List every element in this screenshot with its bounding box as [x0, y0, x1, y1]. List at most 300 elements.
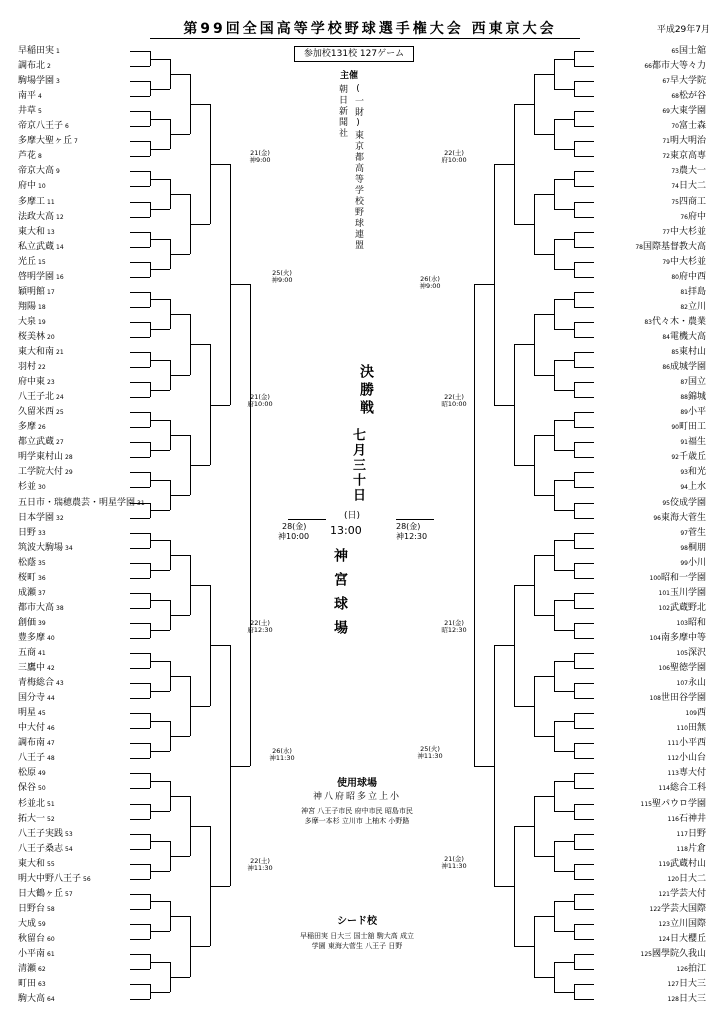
left-bracket-h	[210, 645, 230, 646]
right-bracket-h	[574, 788, 594, 789]
left-team: 多摩工 11	[18, 196, 55, 207]
left-team: 東大和南 21	[18, 347, 64, 357]
right-team: 65国士舘	[671, 46, 706, 56]
right-bracket-h	[574, 999, 594, 1000]
right-team: 93和光	[680, 467, 706, 478]
right-bracket-v	[574, 472, 575, 487]
left-team: 多摩 26	[18, 422, 46, 433]
left-bracket-h	[150, 962, 170, 963]
right-team: 121学芸大付	[658, 888, 706, 899]
left-bracket-h	[130, 533, 150, 534]
right-bracket-h	[514, 465, 534, 466]
venues-header: 使用球場	[337, 778, 377, 789]
right-bracket-h	[514, 344, 534, 345]
right-bracket-h	[554, 600, 574, 601]
right-bracket-h	[554, 570, 574, 571]
right-bracket-h	[554, 480, 574, 481]
left-team: 府中東 23	[18, 377, 55, 388]
left-bracket-h	[230, 766, 250, 767]
right-bracket-h	[574, 728, 594, 729]
right-bracket-v	[554, 480, 555, 510]
left-bracket-h	[150, 781, 170, 782]
right-bracket-h	[534, 676, 554, 677]
right-team: 74日大二	[671, 181, 706, 192]
left-bracket-h	[130, 999, 150, 1000]
right-bracket-v	[554, 360, 555, 390]
left-bracket-h	[130, 638, 150, 639]
left-bracket-h	[170, 977, 190, 978]
right-bracket-h	[574, 518, 594, 519]
right-team: 112小山台	[667, 753, 706, 764]
right-team: 89小平	[680, 407, 706, 418]
left-bracket-h	[190, 224, 210, 225]
left-bracket-h	[130, 457, 150, 458]
right-bracket-h	[574, 773, 594, 774]
right-bracket-v	[554, 841, 555, 871]
right-bracket-h	[574, 217, 594, 218]
right-bracket-h	[574, 232, 594, 233]
right-bracket-v	[574, 202, 575, 217]
right-team: 99小川	[680, 557, 706, 568]
right-team: 92千歳丘	[671, 452, 706, 463]
left-bracket-h	[130, 849, 150, 850]
left-bracket-h	[170, 676, 190, 677]
left-team: 光丘 15	[18, 256, 46, 267]
left-bracket-h	[150, 360, 170, 361]
left-team: 南平 4	[18, 91, 42, 102]
left-bracket-h	[150, 691, 170, 692]
right-bracket-v	[574, 232, 575, 247]
right-bracket-h	[574, 954, 594, 955]
right-bracket-v	[554, 420, 555, 450]
left-bracket-h	[170, 194, 190, 195]
right-bracket-h	[574, 171, 594, 172]
right-team: 125國學院久我山	[640, 949, 706, 959]
right-bracket-h	[554, 691, 574, 692]
right-bracket-h	[574, 247, 594, 248]
right-r5b: 25(火) 神11:30	[417, 745, 443, 760]
right-r4d: 21(金) 神11:30	[441, 855, 467, 870]
right-bracket-h	[574, 427, 594, 428]
right-bracket-h	[574, 66, 594, 67]
right-bracket-h	[574, 969, 594, 970]
right-team: 127日大三	[667, 979, 706, 990]
right-bracket-h	[574, 277, 594, 278]
right-team: 128日大三	[667, 994, 706, 1005]
right-bracket-v	[554, 661, 555, 691]
left-team: 八王子 48	[18, 753, 55, 764]
left-bracket-h	[130, 186, 150, 187]
right-bracket-v	[514, 585, 515, 705]
right-bracket-h	[554, 751, 574, 752]
left-r4d: 22(土) 神11:30	[247, 857, 273, 872]
right-bracket-h	[494, 886, 514, 887]
left-bracket-h	[170, 254, 190, 255]
venues-box	[300, 774, 414, 826]
right-team: 73農大一	[671, 166, 706, 177]
right-team: 96東海大菅生	[653, 512, 706, 523]
left-bracket-h	[130, 96, 150, 97]
final-weekday: (日)	[344, 511, 361, 521]
right-bracket-h	[554, 962, 574, 963]
left-bracket-h	[130, 472, 150, 473]
left-team: 調布南 47	[18, 738, 55, 749]
left-bracket-h	[170, 495, 190, 496]
final-left-date: 28(金)	[282, 522, 307, 531]
right-bracket-h	[574, 322, 594, 323]
left-bracket-h	[130, 909, 150, 910]
right-team: 90町田工	[671, 422, 706, 433]
right-bracket-h	[534, 435, 554, 436]
right-bracket-h	[574, 804, 594, 805]
left-r4b: 21(金) 府10:00	[247, 393, 273, 408]
left-team: 翔陽 18	[18, 301, 46, 312]
right-bracket-h	[574, 337, 594, 338]
right-bracket-h	[574, 623, 594, 624]
left-bracket-h	[170, 555, 190, 556]
schedule-box: 参加校131校 127ゲーム	[294, 46, 414, 62]
right-bracket-v	[534, 435, 535, 495]
right-bracket-h	[574, 397, 594, 398]
right-bracket-v	[574, 713, 575, 728]
left-bracket-h	[130, 337, 150, 338]
organizer-federation: (一財)東京都高等学校野球連盟	[353, 84, 363, 251]
left-team: 都市大高 38	[18, 602, 64, 613]
right-team: 100昭和一学園	[649, 572, 706, 583]
right-team: 115聖パウロ学園	[640, 798, 706, 809]
left-bracket-v	[250, 284, 251, 766]
left-bracket-h	[130, 879, 150, 880]
right-bracket-h	[554, 871, 574, 872]
left-team: 青梅総合 43	[18, 678, 64, 689]
left-team: 大成 59	[18, 918, 46, 929]
right-bracket-h	[534, 796, 554, 797]
right-bracket-v	[574, 834, 575, 849]
right-bracket-h	[554, 901, 574, 902]
right-team: 77中大杉並	[662, 226, 706, 237]
left-bracket-h	[130, 232, 150, 233]
right-team: 70富士森	[671, 121, 706, 132]
right-team: 79中大杉並	[662, 256, 706, 267]
left-bracket-h	[130, 758, 150, 759]
right-team: 97菅生	[680, 527, 706, 538]
right-r4c: 21(金) 昭12:30	[441, 619, 467, 634]
left-bracket-h	[130, 397, 150, 398]
right-bracket-h	[574, 939, 594, 940]
right-bracket-h	[574, 608, 594, 609]
right-bracket-h	[554, 841, 574, 842]
left-bracket-h	[130, 548, 150, 549]
right-team: 104南多摩中等	[649, 632, 706, 643]
title-underline	[150, 38, 580, 39]
right-bracket-h	[574, 382, 594, 383]
right-bracket-h	[574, 141, 594, 142]
left-bracket-h	[150, 329, 170, 330]
left-team: 日大鶴ヶ丘 57	[18, 888, 73, 899]
left-team: 帝京八王子 6	[18, 121, 69, 132]
right-bracket-h	[574, 909, 594, 910]
left-bracket-h	[130, 563, 150, 564]
left-bracket-h	[150, 721, 170, 722]
right-team: 109西	[685, 708, 706, 719]
left-bracket-h	[210, 405, 230, 406]
left-bracket-h	[130, 713, 150, 714]
right-bracket-v	[574, 984, 575, 999]
right-bracket-h	[474, 284, 494, 285]
venues-abbr: 神八府昭多立上小	[312, 792, 401, 802]
left-bracket-h	[170, 856, 190, 857]
left-bracket-h	[130, 307, 150, 308]
left-bracket-h	[130, 969, 150, 970]
right-bracket-v	[534, 796, 535, 856]
right-team: 107永山	[676, 678, 706, 689]
right-bracket-h	[534, 555, 554, 556]
left-bracket-h	[150, 931, 170, 932]
left-team: 私立武蔵 14	[18, 241, 64, 252]
left-bracket-h	[130, 412, 150, 413]
final-right-date: 28(金)	[396, 522, 421, 531]
right-bracket-h	[574, 367, 594, 368]
left-team: 八王子実践 53	[18, 828, 73, 839]
left-bracket-h	[130, 202, 150, 203]
left-bracket-h	[130, 864, 150, 865]
right-bracket-h	[554, 329, 574, 330]
right-bracket-h	[534, 615, 554, 616]
right-bracket-v	[554, 540, 555, 570]
left-team: 秋留台 60	[18, 933, 55, 944]
right-bracket-v	[574, 412, 575, 427]
right-team: 83代々木・農業	[644, 316, 706, 327]
document-date: 平成29年7月	[656, 25, 710, 35]
left-team: 法政大高 12	[18, 211, 64, 222]
right-team: 120日大二	[667, 873, 706, 884]
seed-list: 早稲田実 日大三 国士舘 駒大高 成立学園 東海大菅生 八王子 日野	[300, 932, 414, 950]
left-bracket-h	[170, 435, 190, 436]
left-team: 筑波大駒場 34	[18, 542, 73, 553]
right-bracket-h	[574, 487, 594, 488]
left-bracket-h	[150, 480, 170, 481]
left-bracket-h	[210, 164, 230, 165]
left-bracket-h	[150, 570, 170, 571]
left-bracket-h	[150, 269, 170, 270]
left-bracket-h	[170, 375, 190, 376]
left-bracket-h	[190, 826, 210, 827]
left-bracket-h	[130, 578, 150, 579]
right-bracket-h	[574, 442, 594, 443]
left-r4c: 22(土) 府12:30	[247, 619, 273, 634]
left-bracket-h	[130, 984, 150, 985]
left-team: 明学東村山 28	[18, 452, 73, 463]
right-bracket-v	[494, 164, 495, 405]
left-bracket-h	[150, 209, 170, 210]
left-bracket-h	[130, 442, 150, 443]
right-bracket-v	[574, 773, 575, 788]
right-bracket-h	[574, 548, 594, 549]
right-bracket-v	[534, 676, 535, 736]
left-team: 杉並 30	[18, 482, 46, 493]
left-bracket-h	[150, 390, 170, 391]
left-team: 東大和 55	[18, 858, 55, 869]
left-team: 五日市・瑞穂農芸・明星学園 31	[18, 497, 145, 508]
right-team: 82立川	[680, 301, 706, 312]
left-team: 東大和 13	[18, 226, 55, 237]
left-bracket-h	[130, 773, 150, 774]
left-bracket-h	[130, 217, 150, 218]
right-team: 86成城学園	[662, 362, 706, 373]
right-bracket-h	[534, 916, 554, 917]
left-bracket-h	[150, 510, 170, 511]
left-bracket-h	[130, 939, 150, 940]
right-bracket-v	[574, 954, 575, 969]
right-bracket-v	[574, 894, 575, 909]
right-team: 119武蔵村山	[658, 858, 706, 869]
right-team: 94上水	[680, 482, 706, 493]
right-bracket-v	[554, 721, 555, 751]
right-bracket-v	[574, 623, 575, 638]
left-bracket-h	[130, 924, 150, 925]
right-bracket-h	[554, 540, 574, 541]
left-bracket-h	[130, 503, 150, 504]
right-bracket-h	[514, 224, 534, 225]
right-bracket-h	[554, 781, 574, 782]
left-team: 久留米西 25	[18, 407, 64, 418]
right-team: 88錦城	[680, 392, 706, 403]
final-venue: 神宮球場	[332, 548, 348, 644]
left-team: 日野 33	[18, 527, 46, 538]
left-bracket-h	[130, 653, 150, 654]
left-bracket-h	[190, 104, 210, 105]
right-team: 81拝島	[680, 286, 706, 297]
left-bracket-h	[150, 871, 170, 872]
right-bracket-v	[554, 962, 555, 992]
right-bracket-h	[574, 503, 594, 504]
right-bracket-v	[514, 104, 515, 224]
right-bracket-v	[574, 563, 575, 578]
left-bracket-h	[170, 796, 190, 797]
left-bracket-h	[150, 661, 170, 662]
right-bracket-h	[554, 360, 574, 361]
right-bracket-h	[574, 96, 594, 97]
left-bracket-h	[130, 804, 150, 805]
right-bracket-h	[554, 209, 574, 210]
right-bracket-v	[554, 600, 555, 630]
right-bracket-v	[574, 322, 575, 337]
page-title: 第99回全国高等学校野球選手権大会 西東京大会	[183, 21, 557, 37]
final-date: 七月三十日	[350, 428, 365, 503]
left-team: 国分寺 44	[18, 693, 55, 704]
left-team: 八王子桑志 54	[18, 843, 73, 854]
right-bracket-h	[574, 412, 594, 413]
left-bracket-h	[130, 743, 150, 744]
left-r4a: 21(金) 神9:00	[249, 149, 271, 164]
left-bracket-h	[170, 314, 190, 315]
left-team: 工学院大付 29	[18, 467, 73, 478]
left-bracket-h	[150, 450, 170, 451]
right-bracket-h	[574, 834, 594, 835]
right-bracket-h	[574, 758, 594, 759]
left-bracket-h	[130, 171, 150, 172]
right-team: 111小平西	[667, 738, 706, 749]
right-bracket-h	[554, 89, 574, 90]
left-bracket-h	[130, 788, 150, 789]
right-team: 68松が谷	[671, 91, 706, 102]
right-bracket-v	[554, 781, 555, 811]
right-bracket-h	[554, 661, 574, 662]
right-bracket-h	[574, 292, 594, 293]
right-team: 114総合工科	[658, 783, 706, 794]
left-bracket-h	[130, 668, 150, 669]
right-bracket-h	[574, 156, 594, 157]
right-bracket-h	[554, 149, 574, 150]
right-team: 87国立	[680, 377, 706, 388]
left-bracket-h	[130, 277, 150, 278]
right-team: 85東村山	[671, 347, 706, 357]
right-bracket-h	[534, 74, 554, 75]
right-team: 102武蔵野北	[658, 602, 706, 613]
left-r5a: 25(火) 神9:00	[271, 269, 293, 284]
left-bracket-h	[130, 623, 150, 624]
venues-names: 神宮 八王子市民 府中市民 昭島市民 多摩一本杉 立川市 上柚木 小野路	[301, 807, 413, 825]
left-team: 日本学園 32	[18, 512, 64, 523]
left-bracket-h	[170, 736, 190, 737]
left-bracket-h	[150, 119, 170, 120]
left-team: 拓大一 52	[18, 813, 55, 824]
left-bracket-h	[150, 630, 170, 631]
right-bracket-h	[574, 864, 594, 865]
right-bracket-v	[534, 916, 535, 976]
left-team: 創価 39	[18, 617, 46, 628]
right-bracket-h	[534, 134, 554, 135]
left-bracket-h	[170, 134, 190, 135]
right-bracket-v	[574, 292, 575, 307]
right-team: 108世田谷学園	[649, 693, 706, 704]
right-bracket-h	[574, 307, 594, 308]
final-left-connector	[288, 519, 326, 520]
left-team: 芦花 8	[18, 151, 42, 162]
left-team: 成瀬 37	[18, 587, 46, 598]
right-bracket-v	[554, 299, 555, 329]
left-bracket-h	[130, 111, 150, 112]
left-team: 大泉 19	[18, 316, 46, 327]
right-team: 117日野	[676, 828, 706, 839]
left-team: 啓明学園 16	[18, 271, 64, 282]
left-bracket-h	[130, 487, 150, 488]
right-team: 66都市大等々力	[644, 61, 706, 72]
left-bracket-h	[130, 608, 150, 609]
right-bracket-h	[574, 984, 594, 985]
right-bracket-h	[514, 104, 534, 105]
left-team: 調布北 2	[18, 61, 51, 72]
left-bracket-h	[150, 179, 170, 180]
right-bracket-h	[574, 593, 594, 594]
right-bracket-h	[554, 420, 574, 421]
left-bracket-h	[190, 706, 210, 707]
left-bracket-h	[130, 352, 150, 353]
right-bracket-h	[574, 533, 594, 534]
left-bracket-h	[130, 382, 150, 383]
left-bracket-h	[130, 683, 150, 684]
right-bracket-h	[574, 352, 594, 353]
right-bracket-h	[554, 269, 574, 270]
right-bracket-v	[574, 352, 575, 367]
right-bracket-v	[514, 826, 515, 946]
left-bracket-h	[130, 141, 150, 142]
right-team: 78国際基督教大高	[635, 241, 706, 252]
left-bracket-h	[130, 728, 150, 729]
right-bracket-v	[554, 119, 555, 149]
right-bracket-h	[494, 164, 514, 165]
right-bracket-h	[554, 59, 574, 60]
